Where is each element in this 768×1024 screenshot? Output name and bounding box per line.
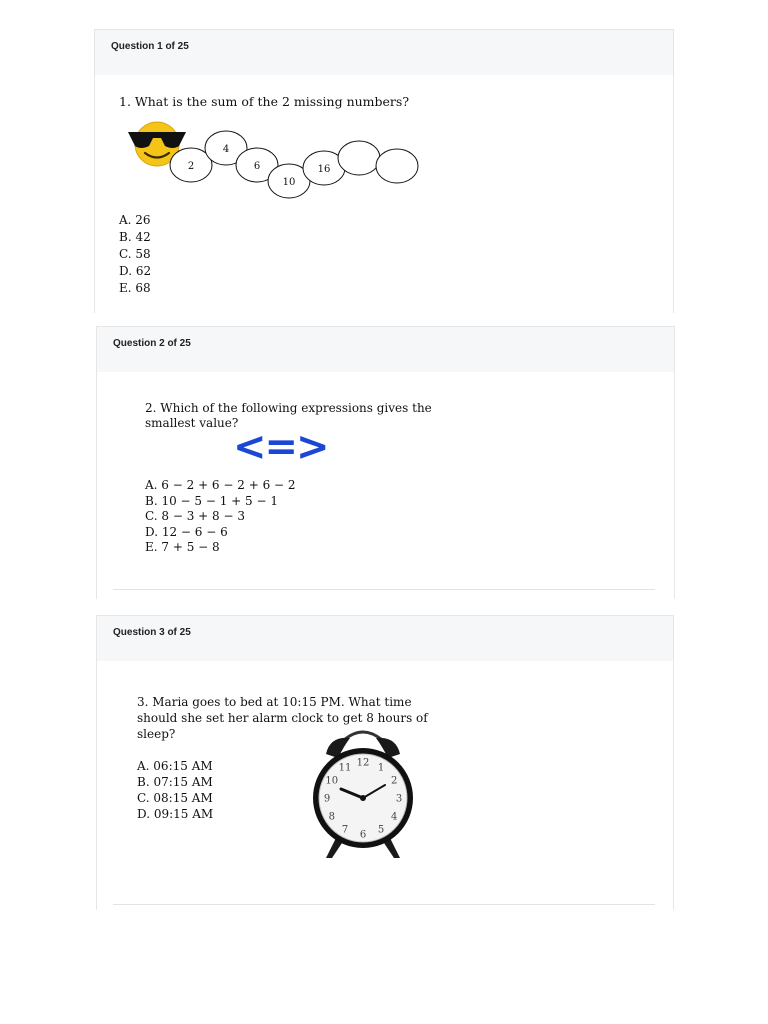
question-card-2 [96, 326, 675, 599]
answer-option[interactable]: D. 12 − 6 − 6 [145, 524, 228, 539]
clock-numeral: 7 [341, 824, 349, 836]
clock-numeral: 9 [323, 793, 331, 805]
clock-numeral: 1 [377, 762, 385, 774]
comparison-symbol: <=> [233, 424, 328, 470]
answer-option[interactable]: D. 62 [119, 264, 152, 278]
question-text-line: sleep? [137, 727, 176, 741]
answer-options [137, 758, 213, 822]
answer-option[interactable]: B. 42 [119, 230, 151, 244]
answer-options [145, 478, 296, 556]
answer-option[interactable]: A. 6 − 2 + 6 − 2 + 6 − 2 [145, 478, 296, 492]
answer-option[interactable]: A. 26 [119, 213, 151, 227]
answer-option[interactable]: E. 68 [119, 281, 151, 295]
clock-numeral: 2 [391, 775, 398, 787]
clock-numeral: 3 [395, 793, 403, 805]
answer-option[interactable]: A. 06:15 AM [137, 759, 213, 773]
question-text: 1. What is the sum of the 2 missing numbers? [119, 94, 410, 109]
answer-option[interactable]: E. 7 + 5 − 8 [145, 540, 220, 554]
clock-numeral: 5 [377, 824, 385, 836]
question-card-1 [94, 29, 674, 313]
question-text-line: 3. Maria goes to bed at 10:15 PM. What time [137, 695, 412, 709]
clock-numeral: 10 [325, 775, 339, 787]
answer-option[interactable]: C. 08:15 AM [137, 791, 213, 805]
alarm-clock-icon [308, 726, 418, 866]
divider [113, 589, 655, 590]
answer-option[interactable]: D. 09:15 AM [137, 807, 214, 821]
answer-option[interactable]: C. 8 − 3 + 8 − 3 [145, 509, 245, 523]
question-text-line: 2. Which of the following expressions gives the [145, 401, 432, 415]
answer-option[interactable]: B. 10 − 5 − 1 + 5 − 1 [145, 493, 278, 508]
answer-option[interactable]: C. 58 [119, 247, 151, 261]
question-text-line: should she set her alarm clock to get 8 hours of [137, 711, 428, 725]
clock-numeral: 11 [338, 762, 352, 774]
answer-option[interactable]: B. 07:15 AM [137, 775, 213, 789]
circle-number: 16 [317, 164, 331, 175]
question-header: Question 2 of 25 [97, 327, 674, 372]
question-text-line: smallest value? [145, 416, 239, 430]
clock-numeral: 8 [328, 811, 335, 823]
divider [113, 904, 655, 905]
question-header: Question 3 of 25 [97, 616, 673, 661]
caterpillar-circle-blank [376, 149, 418, 183]
circle-number: 10 [282, 177, 296, 188]
circle-number: 2 [187, 161, 195, 172]
clock-numeral: 4 [391, 811, 398, 823]
clock-numeral: 12 [356, 757, 370, 769]
caterpillar-circle-blank [338, 141, 380, 175]
number-caterpillar [115, 120, 435, 210]
circle-number: 4 [222, 144, 230, 155]
clock-numeral: 6 [359, 829, 367, 841]
circle-number: 6 [253, 161, 261, 172]
answer-options [119, 212, 151, 297]
question-card-3 [96, 615, 674, 910]
question-header: Question 1 of 25 [95, 30, 673, 75]
